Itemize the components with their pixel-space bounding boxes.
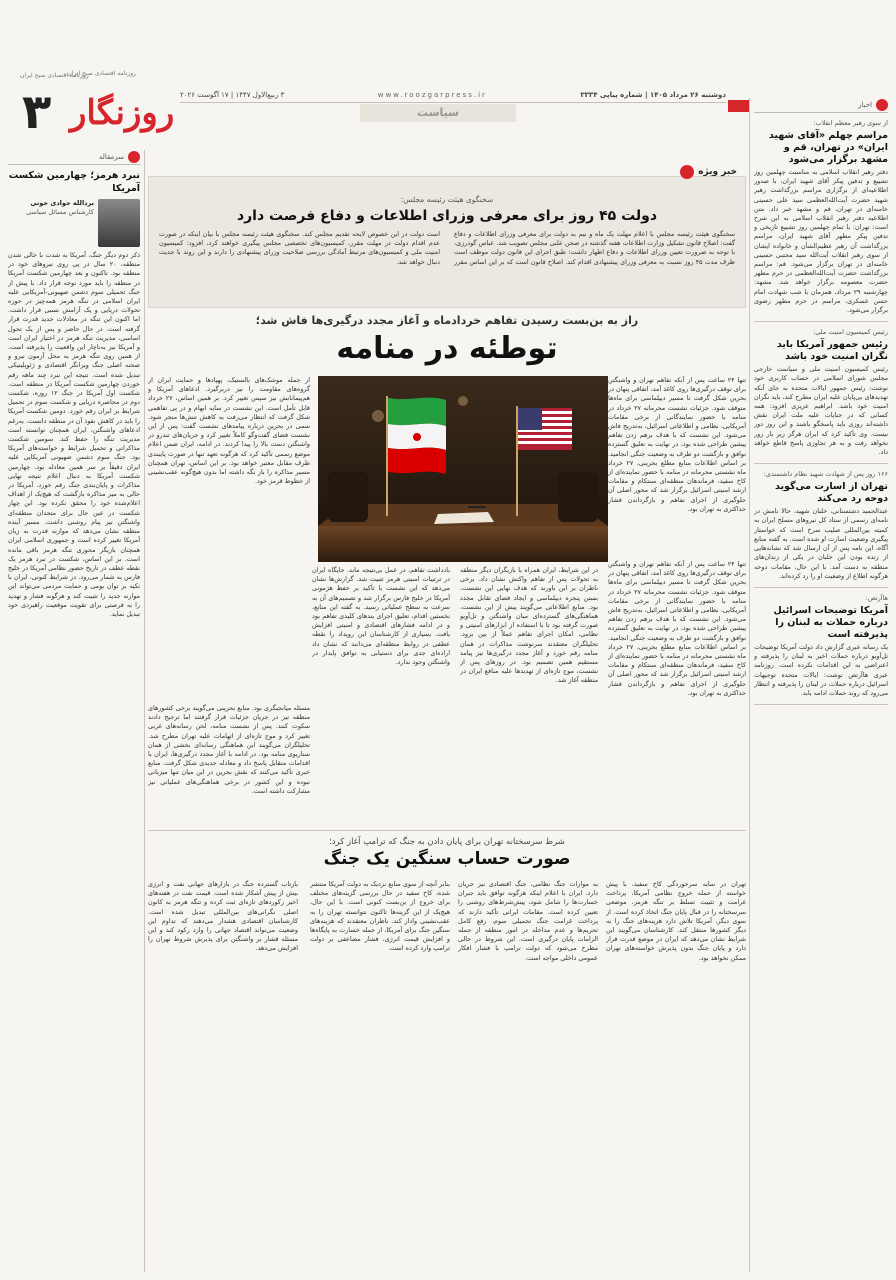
tagline: روزنامه اقتصادی صبح ایران [67, 70, 136, 77]
author-role: کارشناس مسائل سیاسی [26, 208, 94, 216]
page-number: ۳ [22, 84, 52, 140]
iran-flag-icon [388, 398, 446, 474]
right-news-column [749, 98, 888, 1272]
editorial-title[interactable]: نبرد هرمز؛ چهارمین شکست آمریکا [8, 170, 140, 194]
brief-title[interactable]: دولت ۴۵ روز برای معرفی وزرای اطلاعات و دفاع فرصت دارد [236, 208, 658, 224]
author-photo [98, 199, 140, 247]
news-item-body: عبدالحمید دشتستانی، خلبان شهید، حالا نامش در نامه‌ای رسمی از ستاد کل نیروهای مسلح ایران به کمیته بین‌المللی صلیب سرخ است که خواستار پیگیری وضعیت اسارت او شده است. به گفته منابع آگاه، این نامه پس از آن ارسال شد که نشانه‌هایی از زنده بودن این خلبان در یکی از زندان‌های منطقه به دست آمد. با این حال، مقامات دوحه هرگونه اطلاع از وضعیت او را رد کرده‌اند. [754, 507, 888, 580]
dateline [180, 88, 726, 103]
news-item [754, 119, 888, 322]
bottom-title[interactable]: صورت حساب سنگین یک جنگ [323, 849, 571, 869]
news-item [754, 594, 888, 705]
website-url[interactable]: www.roozgarpress.ir [377, 91, 487, 99]
news-item-kicker: از سوی رهبر معظم انقلاب: [813, 119, 888, 127]
bottom-col4: بازتاب گسترده جنگ در بازارهای جهانی نفت و انرژی بیش از پیش آشکار شده است. قیمت نفت در هفته‌های اخیر رکوردهای تازه‌ای ثبت کرده و تنگه هرمز به کانون اصلی نگرانی‌های بین‌المللی تبدیل شده است. کارشناسان اقتصادی هشدار می‌دهند که تداوم این وضعیت می‌تواند اقتصاد جهانی را وارد رکود کند و این مسئله فشار بر واشنگتن برای پذیرش شروط تهران را افزایش می‌دهد. [148, 880, 298, 953]
bottom-story-heading [148, 830, 746, 869]
editorial-label: سرمقاله [98, 153, 124, 161]
bottom-col1: تهران در سایه سرخوردگی کاخ سفید، با پیش خواسته از حمله خروج نظامی آمریکا، پرداخت غرامت و تثبیت تسلط بر تنگه هرمز، موضعی سرسختانه را در قبال پایان جنگ اتخاذ کرده است. از سوی دیگر، آمریکا تلاش دارد هزینه‌های جنگ را به دیگر کشورها منتقل کند. کارشناسان می‌گویند این شرایط نشان می‌دهد که ایران در موضع قدرت قرار دارد و پایان جنگ بدون پذیرش خواسته‌های تهران ممکن نخواهد بود. [606, 880, 746, 962]
news-item-title[interactable]: رئیس جمهور آمریکا باید نگران امنیت خود باشد [776, 339, 888, 363]
editorial-body: ذکر دوم دیگر جنگ، آمریکا به شدت با خالی شدن منطقه، ۲۰ سال در پی روی نیروهای خود در منطقه بود. تاکنون و بعد چهارمین شکست آمریکا در منطقه را باید مورد توجه قرار داد. با پیش از جنگ تحمیلی سوم دشمن صهیونی-آمریکایی علیه ایران اسلامی در تنگه هرمز همه‌چیز در حوزه تحولات دریایی و یک آرامش نسبی قرار داشت. اما اکنون این تنگه در معادلات جدید قدرت قرار گرفته است. در حال حاضر و پس از یک تحول اساسی، مدیریت تنگه هرمز در اختیار ایران است و آمریکا نیز به‌ناچار این واقعیت را پذیرفته است. از همین روی تنگه هرمز به محل آزمون نیرو و صحنه اصلی جنگ ویرانگر اقتصادی و ژئوپلیتیکی تبدیل شده است. نتیجه این نبرد چند ماهه رقم خوردن چهارمین شکست آمریکا در منطقه است. شکست اول آمریکا در جنگ ۱۲ روزه، شکست دوم در محاصره دریایی و شکست سوم در تحمیل شرایط بر ایران رقم خورد. دومین شکست آمریکا را باید در کاهش نفوذ آن در منطقه دانست. به‌رغم ادعاهای واشنگتن، ایران همچنان توانسته است مدیریت تنگه را حفظ کند. سومین شکست مذاکراتی و تحمیل شرایط و خواسته‌های آمریکا بود. جنگ سوم دشمن صهیونی آمریکایی علیه ایران دقیقاً بر سر همین معادله بود. چهارمین شکست آمریکا به دنبال اعلام نتیجه نهایی مذاکرات و پایان‌بندی جنگ رقم خورد. آمریکا در حالی به میز مذاکره بازگشت که هیچ‌یک از اهداف اعلام‌شده خود را محقق نکرده بود. این چهار شکست در عین حال برای متحدان منطقه‌ای واشنگتن نیز پیام روشنی داشت. مسیر آینده منطقه نشان می‌دهد که موازنه قدرت به زیان آمریکا تغییر کرده است و جمهوری اسلامی ایران همچنان بازیگر محوری تنگه هرمز باقی مانده است. بر این اساس، شکست در نبرد هرمز یک نقطه عطف در تاریخ حضور نظامی آمریکا در خلیج فارس به شمار می‌رود. در شرایط کنونی، ایران با تکیه بر توان بومی و حمایت مردمی می‌تواند این موازنه جدید را تثبیت کند و هرگونه فشار و تهدید را به فرصتی برای تقویت موقعیت راهبردی خود تبدیل نماید. [8, 251, 140, 618]
main-story-heading [148, 314, 746, 369]
news-item-body: یک رسانه عبری گزارش داد دولت آمریکا توضیحات تل‌آویو درباره حملات اخیر به لبنان را پذیرفته و اعتراضی به این اقدامات نکرده است. روزنامه عبری هاآرتص نوشت: ایالات متحده توجیهات اسرائیل درباره حملات در لبنان را پذیرفته و انتظار می‌رود که روند حملات ادامه یابد. [754, 642, 888, 697]
bottom-kicker: شرط سرسختانه تهران برای پایان دادن به جنگ که ترامپ آغاز کرد؛ [329, 837, 565, 847]
accent-bar [728, 100, 750, 112]
right-column-label: اخبار [858, 101, 872, 109]
bottom-col3: بنابر آنچه از سوی منابع نزدیک به دولت آمریکا منتشر شده، کاخ سفید در حال بررسی گزینه‌های مختلف برای خروج از بن‌بست کنونی است. با این حال، هیچ‌یک از این گزینه‌ها تاکنون نتوانسته تهران را به عقب‌نشینی وادار کند. ناظران معتقدند که هزینه‌های سنگین جنگ برای آمریکا، از جمله خسارت به پایگاه‌ها و افزایش قیمت انرژی، فشار مضاعفی بر دولت ترامپ وارد کرده است. [310, 880, 450, 953]
brief-label-text: خبر ویژه [698, 167, 737, 177]
news-item-kicker: رئیس کمیسیون امنیت ملی: [813, 328, 888, 337]
section-banner: سیاست [360, 104, 516, 122]
news-item-body: رئیس کمیسیون امنیت ملی و سیاست خارجی مجلس شورای اسلامی در حساب کاربری خود نوشت: رئیس جمهور ایالات متحده به جای آنکه تهدیدهای بی‌پایان علیه ایران مطرح کند، باید نگران امنیت خود باشد. ابراهیم عزیزی افزود: همه کسانی که در جنایات علیه ملت ایران نقش داشته‌اند روزی باید پاسخگو باشند و این روز دور نیست. وی تأکید کرد که ایران هرگز زیر بار زور نخواهد رفت و به هر تجاوزی پاسخ قاطع خواهد داد. [754, 365, 888, 457]
main-kicker: راز به بن‌بست رسیدن تفاهم خردادماه و آغاز مجدد درگیری‌ها فاش شد؛ [255, 314, 639, 327]
logo-block [22, 84, 175, 144]
brief-kicker: سخنگوی هیئت رئیسه مجلس: [400, 195, 494, 204]
main-col1b: تنها ۲۴ ساعت پس از آنکه تفاهم تهران و واشنگتن برای توقف درگیری‌ها روی کاغذ آمد، اتفاقی پنهان در بحرین شکل گرفت تا مسیر دیپلماسی برای ماه‌ها متوقف شود. جزئیات نشست محرمانه ۲۷ خرداد در منامه با حضور نمایندگانی از برخی مقامات آمریکایی، نظامی و اطلاعاتی اسرائیل، به‌تدریج فاش می‌شود. این نشست که با هدف برهم زدن تفاهم پیشین طراحی شده بود، در نهایت به تعلیق گسترده توافق و بازگشت دو طرف به وضعیت جنگی انجامید. بر اساس اطلاعات منابع مطلع بحرینی، ۲۷ خرداد ماه نشستی محرمانه در منامه با حضور نماینده‌ای از کاخ سفید، فرماندهان منطقه‌ای سنتکام و مقامات ارشد امنیتی اسرائیل برگزار شد که محور اصلی آن جلوگیری از اجرای تفاهم و بازگرداندن فشار حداکثری به تهران بود. [608, 560, 746, 697]
editorial-column [8, 150, 145, 1272]
main-col5: از جمله موشک‌های بالستیک، پهپادها و حمایت ایران از گروه‌های مقاومت را نیز دربرگیرد. ادعاهای آمریکا و هم‌پیمانانش نیز سپس تغییر کرد. بر همین اساس، ۲۷ خرداد قابل تأمل است. این نشست در سایه ابهام و در پی تفاهمی شکل گرفت که انتظار می‌رفت به کاهش تنش‌ها منجر شود. سمی در بحرین درباره پیامدهای نشست گفت: پس از این نشست فضای گفت‌وگو کاملاً تغییر کرد و جریان‌های تندرو در واشنگتن دست بالا را پیدا کردند. در ادامه، ایران ضمن اعلام موضع رسمی تأکید کرد که هرگونه تعهد تنها در صورت پایبندی طرف مقابل معتبر خواهد بود. بر این اساس، تهران همچنان مسیر مذاکره را باز نگه داشته اما بدون هیچ‌گونه عقب‌نشینی از خطوط قرمز خود. [148, 376, 310, 486]
news-item [754, 470, 888, 588]
bullet-icon [128, 151, 140, 163]
news-item-title[interactable]: مراسم چهلم «آقای شهید ایران» در تهران، قم و مشهد برگزار می‌شود [768, 130, 888, 165]
news-item-title[interactable]: آمریکا توضیحات اسرائیل درباره حملات به لبنان را پذیرفته است [773, 604, 888, 640]
main-col4: مسئله میانجیگری بود. منابع بحرینی می‌گویند برخی کشورهای منطقه نیز در جریان جزئیات قرار گرفتند اما ترجیح دادند سکوت کنند. پس از نشست منامه، لحن رسانه‌های غربی تغییر کرد و موج تازه‌ای از اتهامات علیه تهران مطرح شد. تحلیلگران می‌گویند این هماهنگی رسانه‌ای بخشی از همان سناریوی منامه بود. در ادامه با آغاز مجدد درگیری‌ها، ایران با اقدامات متقابل پاسخ داد و معادله جدیدی شکل گرفت. منابع خبری تأکید می‌کنند که نقش بحرین در این میان تنها میزبانی نبوده و این کشور در برخی هماهنگی‌های عملیاتی نیز مشارکت داشته است. [148, 704, 310, 795]
news-item-kicker: ۱۶۶ روز پس از شهادت شهید نظام داشتمندی: [763, 470, 888, 479]
logo-tagline: روزنامه اقتصادی صبح ایران [20, 72, 89, 79]
main-col3: بادداشت تفاهم، در عمل بی‌نتیجه ماند. جایگاه ایران در ترتیبات امنیتی هرمز تثبیت شد. گزارش‌ها نشان می‌دهد که این نشست با تأکید بر حفظ هژمونی آمریکا در خلیج فارس برگزار شد و تصمیم‌های آن به سرعت به سطح عملیاتی رسید. به گفته این منابع، نخستین اقدام، تعلیق اجرای بندهای کلیدی تفاهم بود و در ادامه فشارهای اقتصادی و امنیتی افزایش یافت. بسیاری از کارشناسان این رویداد را نقطه عطفی در روابط منطقه‌ای می‌دانند که نشان داد اراده‌ای جدی برای دستیابی به توافق پایدار در واشنگتن وجود ندارد. [312, 566, 450, 667]
bottom-col2: به موازات جنگ نظامی، جنگ اقتصادی نیز جریان دارد. ایران با اعلام اینکه هرگونه توافق باید جبران خسارت‌ها را شامل شود، پیش‌شرط‌های روشنی را تعیین کرده است. مقامات ایرانی تأکید دارند که پرداخت غرامت جنگ تحمیلی سوم، رفع کامل تحریم‌ها و عدم مداخله در امور منطقه از جمله الزامات پایان درگیری است. این شروط در حالی مطرح می‌شود که دولت ترامپ با فشار افکار عمومی داخلی مواجه است. [458, 880, 598, 962]
right-items [754, 119, 888, 705]
right-column-header [754, 98, 888, 113]
main-title[interactable]: توطئه در منامه [336, 331, 558, 366]
brief-body: سخنگوی هیئت رئیسه مجلس با اعلام مهلت یک ماه و نیم به دولت برای معرفی وزرای اطلاعات و دفاع گفت: اصلاح قانون تشکیل وزارت اطلاعات هفته گذشته در صحن علنی مجلس تصویب شد. عباس گودرزی، با توجه به ضرورت تعیین وزرای اطلاعات و دفاع اظهار داشت: طبق اجرای این قانون دولت موظف است ظرف مدت ۴۵ روز نسبت به معرفی وزرای پیشنهادی اقدام کند. اصلاح قانون است که بر این اساس مقرر است دولت در این خصوص لایحه تقدیم مجلس کند. سخنگوی هیئت رئیسه مجلس با بیان اینکه در صورت عدم اقدام دولت در مهلت مقرر، کمیسیون‌های تخصصی مجلس پیگیری خواهند کرد، افزود: کمیسیون امنیت ملی و کمیسیون‌های مرتبط آمادگی بررسی صلاحیت وزرای پیشنهادی را دارند و این روند با جدیت دنبال خواهد شد. [159, 230, 735, 266]
main-col1: تنها ۲۴ ساعت پس از آنکه تفاهم تهران و واشنگتن برای توقف درگیری‌ها روی کاغذ آمد، اتفاقی پنهان در بحرین شکل گرفت تا مسیر دیپلماسی برای ماه‌ها متوقف شود. جزئیات نشست محرمانه ۲۷ خرداد در منامه با حضور نمایندگانی از برخی مقامات آمریکایی، نظامی و اطلاعاتی اسرائیل، به‌تدریج فاش می‌شود. این نشست که با هدف برهم زدن تفاهم پیشین طراحی شده بود، در نهایت به تعلیق گسترده توافق و بازگشت دو طرف به وضعیت جنگی انجامید. بر اساس اطلاعات منابع مطلع بحرینی، ۲۷ خرداد ماه نشستی محرمانه در منامه با حضور نماینده‌ای از کاخ سفید، فرماندهان منطقه‌ای سنتکام و مقامات ارشد امنیتی اسرائیل برگزار شد که محور اصلی آن جلوگیری از اجرای تفاهم و بازگرداندن فشار حداکثری به تهران بود. [608, 376, 746, 513]
author-name: بردالله جوادی جونی [30, 199, 94, 207]
news-brief-box [148, 167, 746, 308]
news-item-title[interactable]: تهران از اسارت می‌گوید دوحه رد می‌کند [775, 481, 888, 505]
news-brief-label [680, 165, 737, 179]
hijri-date: ۳ ربیع‌الاول ۱۴۴۷ | ۱۷ آگوست ۲۰۲۶ [180, 91, 285, 99]
news-item-kicker: هاآرتص: [865, 593, 888, 602]
main-col2: در این شرایط، ایران همراه با بازیگران دیگر منطقه به تحولات پس از تفاهم واکنش نشان داد. برخی ناظران بر این باورند که هدف نهایی این نشست، بستن پنجره دیپلماسی و ایجاد فضای تقابل مجدد بود. منابع اطلاعاتی می‌گویند پیش از این نشست، هماهنگی‌های گسترده‌ای میان واشنگتن و تل‌آویو صورت گرفته بود تا با استفاده از ابزارهای امنیتی و نظامی، امکان اجرای تفاهم عملاً از بین برود. تحلیلگران معتقدند سرنوشت مذاکرات در همان منامه رقم خورد و آغاز مجدد درگیری‌ها نیز پیامد مستقیم همین تصمیم بود. در روزهای پس از نشست، موج تازه‌ای از تهدیدها علیه منافع ایران در منطقه آغاز شد. [460, 566, 598, 685]
news-item [754, 328, 888, 464]
flags-table-illustration [318, 376, 608, 562]
news-item-body: دفتر رهبر انقلاب اسلامی به مناسبت چهلمین روز تشییع و تدفین پیکر آقای شهید ایران، با صدور اطلاعیه‌ای از برگزاری مراسم بزرگداشت رهبر شهید حضرت آیت‌الله‌العظمی سید علی حسینی خامنه‌ای در تهران، قم و مشهد خبر داد. متن اطلاعیه دفتر رهبر انقلاب اسلامی به این شرح است: تهران: با تمام چهلمین روز تشییع تاریخی و تدفین پیکر مطهر آقای شهید ایران، مراسم بزرگداشت آن رهبر عظیم‌الشأن و خانواده ایشان از سوی رهبر انقلاب آیت‌الله سید مجتبی حسینی خامنه‌ای در تهران برگزار می‌شود. قم: مراسم بزرگداشت حضرت آیت‌الله‌العظمی در حرم مطهر حضرت معصومه برگزار خواهد شد. مشهد: چهارشنبه ۲۹ مرداد، همزمان با شب شهادت امام حسن عسکری، مراسم در حرم مطهر رضوی برگزار می‌شود. [754, 168, 888, 315]
us-flag-icon [518, 408, 572, 450]
issue-date: دوشنبه ۲۶ مرداد ۱۴۰۵ | شماره پیاپی ۳۳۳۴ [580, 91, 726, 99]
bullet-icon [680, 165, 694, 179]
bullet-icon [876, 99, 888, 111]
main-image [318, 376, 608, 562]
newspaper-logo: روزنگار [70, 93, 175, 133]
author-block [8, 199, 140, 247]
editorial-header [8, 150, 140, 165]
